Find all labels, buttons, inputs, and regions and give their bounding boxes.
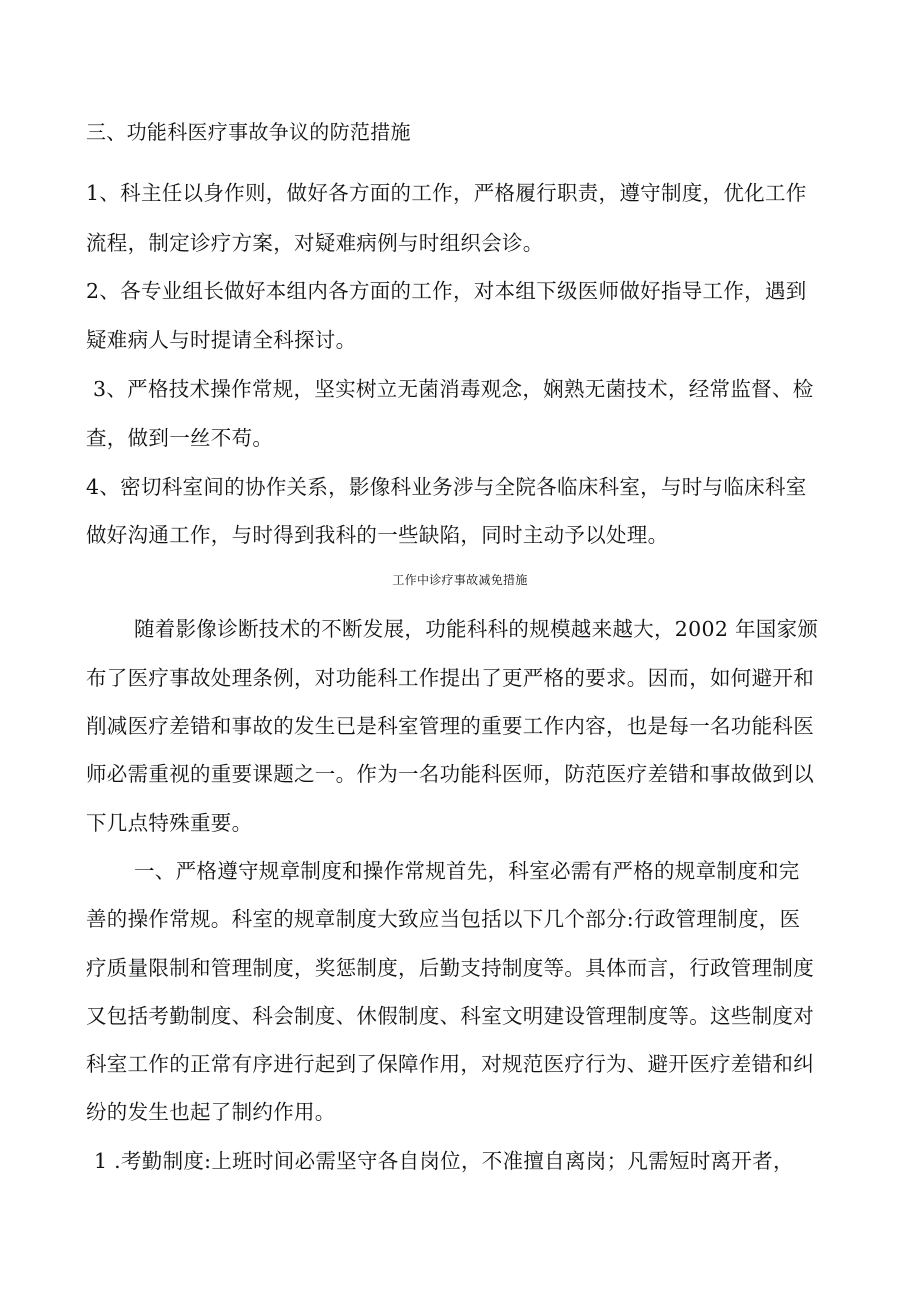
section-heading: 三、功能科医疗事故争议的防范措施 [86,120,411,144]
measure-4-line-1: 4、密切科室间的协作关系，影像科业务涉与全院各临床科室，与时与临床科室 [86,475,807,499]
section-one-line-2: 善的操作常规。科室的规章制度大致应当包括以下几个部分:行政管理制度，医 [86,907,801,931]
intro-line-2: 布了医疗事故处理条例，对功能科工作提出了更严格的要求。因而，如何避开和 [86,666,814,690]
intro-line-4: 师必需重视的重要课题之一。作为一名功能科医师，防范医疗差错和事故做到以 [86,762,814,786]
measure-3-line-2: 查，做到一丝不苟。 [86,426,274,450]
measure-3-line-1: 3、严格技术操作常规，坚实树立无菌消毒观念，娴熟无菌技术，经常监督、检 [93,377,814,401]
intro-line-1: 随着影像诊断技术的不断发展，功能科科的规模越来越大，2002 年国家颁 [134,617,819,641]
section-one-line-3: 疗质量限制和管理制度，奖惩制度，后勤支持制度等。具体而言，行政管理制度 [86,956,814,980]
measure-1-line-2: 流程，制定诊疗方案，对疑难病例与时组织会诊。 [86,231,544,255]
intro-line-3: 削减医疗差错和事故的发生已是科室管理的重要工作内容，也是每一名功能科医 [86,714,814,738]
measure-2-line-2: 疑难病人与时提请全科探讨。 [86,328,357,352]
section-subtitle: 工作中诊疗事故减免措施 [392,573,528,587]
measure-1-line-1: 1、科主任以身作则，做好各方面的工作，严格履行职责，遵守制度，优化工作 [86,181,807,205]
intro-line-5: 下几点特殊重要。 [86,811,253,835]
section-one-line-1: 一、严格遵守规章制度和操作常规首先，科室必需有严格的规章制度和完 [134,859,800,883]
section-one-line-6: 纷的发生也起了制约作用。 [86,1100,336,1124]
section-one-line-5: 科室工作的正常有序进行起到了保障作用，对规范医疗行为、避开医疗差错和纠 [86,1052,814,1076]
section-one-line-4: 又包括考勤制度、科会制度、休假制度、科室文明建设管理制度等。这些制度对 [86,1004,814,1028]
attendance-rule-line: 1 .考勤制度:上班时间必需坚守各自岗位，不准擅自离岗；凡需短时离开者， [94,1149,794,1173]
measure-2-line-1: 2、各专业组长做好本组内各方面的工作，对本组下级医师做好指导工作，遇到 [86,279,807,303]
measure-4-line-2: 做好沟通工作，与时得到我科的一些缺陷，同时主动予以处理。 [86,523,669,547]
